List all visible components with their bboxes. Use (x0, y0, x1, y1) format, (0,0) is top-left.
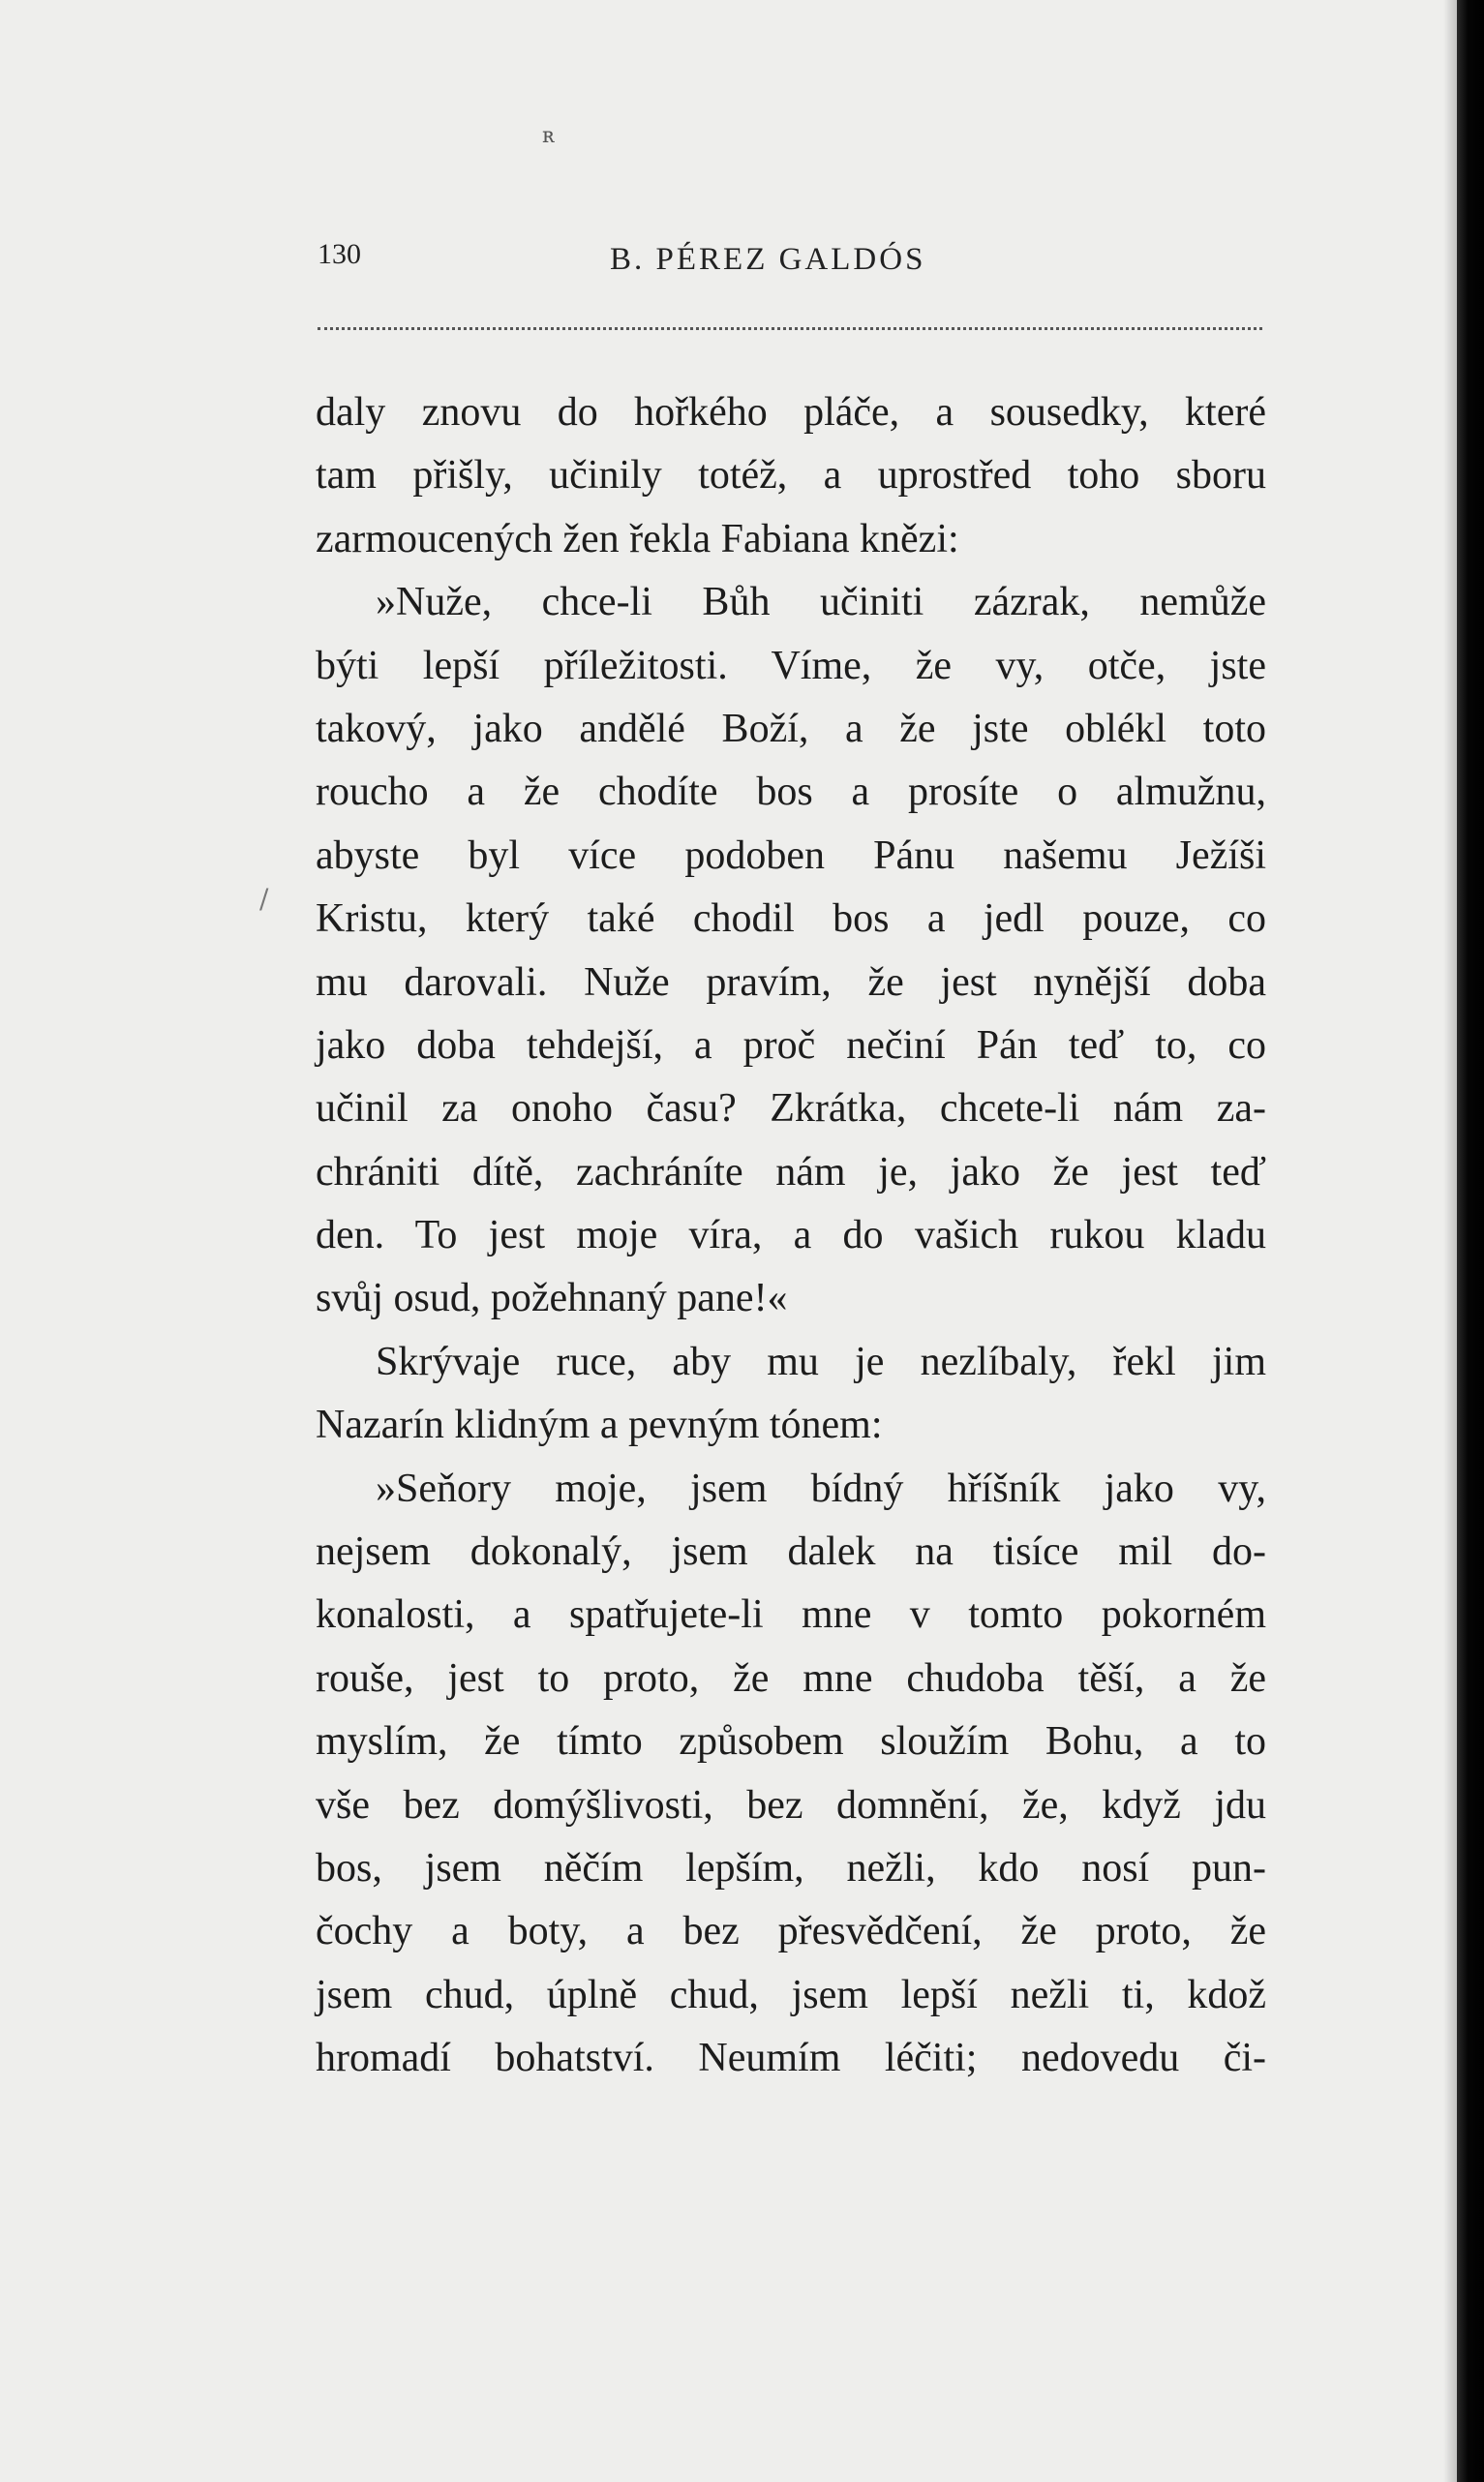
text-line: jako doba tehdejší, a proč nečiní Pán teď to, co (316, 1022, 1266, 1068)
running-head: B. PÉREZ GALDÓS (610, 242, 926, 277)
text-line: mu darovali. Nuže pravím, že jest nynější doba (316, 959, 1266, 1005)
page-gutter-shadow (1443, 0, 1457, 2482)
text-line: »Seňory moje, jsem bídný hříšník jako vy, (376, 1466, 1266, 1511)
text-line: býti lepší příležitosti. Víme, že vy, otče, jste (316, 643, 1266, 688)
text-line: jsem chud, úplně chud, jsem lepší nežli ti, kdož (316, 1972, 1266, 2017)
text-line: konalosti, a spatřujete-li mne v tomto pokorném (316, 1592, 1266, 1638)
text-line: vše bez domýšlivosti, bez domnění, že, když jdu (316, 1782, 1266, 1828)
stray-mark: ʀ (542, 124, 555, 148)
text-line: Kristu, který také chodil bos a jedl pouze, co (316, 896, 1266, 942)
text-line: nejsem dokonalý, jsem dalek na tisíce mil do- (316, 1529, 1266, 1575)
text-line: Nazarín klidným a pevným tónem: (316, 1403, 883, 1448)
text-line: bos, jsem něčím lepším, nežli, kdo nosí pun- (316, 1845, 1266, 1891)
text-line: čochy a boty, a bez přesvědčení, že proto, že (316, 1909, 1266, 1954)
text-line: chrániti dítě, zachráníte nám je, jako že jest teď (316, 1149, 1266, 1195)
text-line: »Nuže, chce-li Bůh učiniti zázrak, nemůže (376, 580, 1266, 625)
text-line: svůj osud, požehnaný pane!« (316, 1276, 788, 1321)
page-number: 130 (318, 238, 361, 270)
text-line: den. To jest moje víra, a do vašich rukou kladu (316, 1213, 1266, 1258)
page-header (318, 238, 1266, 287)
text-line: abyste byl více podoben Pánu našemu Ježíši (316, 832, 1266, 878)
text-line: roucho a že chodíte bos a prosíte o almužnu, (316, 770, 1266, 815)
text-line: Skrývaje ruce, aby mu je nezlíbaly, řekl jim (376, 1339, 1266, 1384)
margin-mark: / (259, 883, 269, 915)
header-divider (318, 327, 1262, 330)
text-line: tam přišly, učinily totéž, a uprostřed toho sboru (316, 453, 1266, 499)
text-line: zarmoucených žen řekla Fabiana knězi: (316, 516, 959, 561)
text-line: hromadí bohatství. Neumím léčiti; nedovedu či- (316, 2036, 1266, 2081)
text-line: takový, jako andělé Boží, a že jste oblékl toto (316, 706, 1266, 751)
text-line: rouše, jest to proto, že mne chudoba těší, a že (316, 1655, 1266, 1701)
text-line: daly znovu do hořkého pláče, a sousedky, které (316, 390, 1266, 435)
body-text (316, 381, 1266, 2091)
text-line: učinil za onoho času? Zkrátka, chcete-li nám za- (316, 1086, 1266, 1132)
scan-edge (1457, 0, 1484, 2482)
text-line: myslím, že tímto způsobem sloužím Bohu, a to (316, 1719, 1266, 1765)
